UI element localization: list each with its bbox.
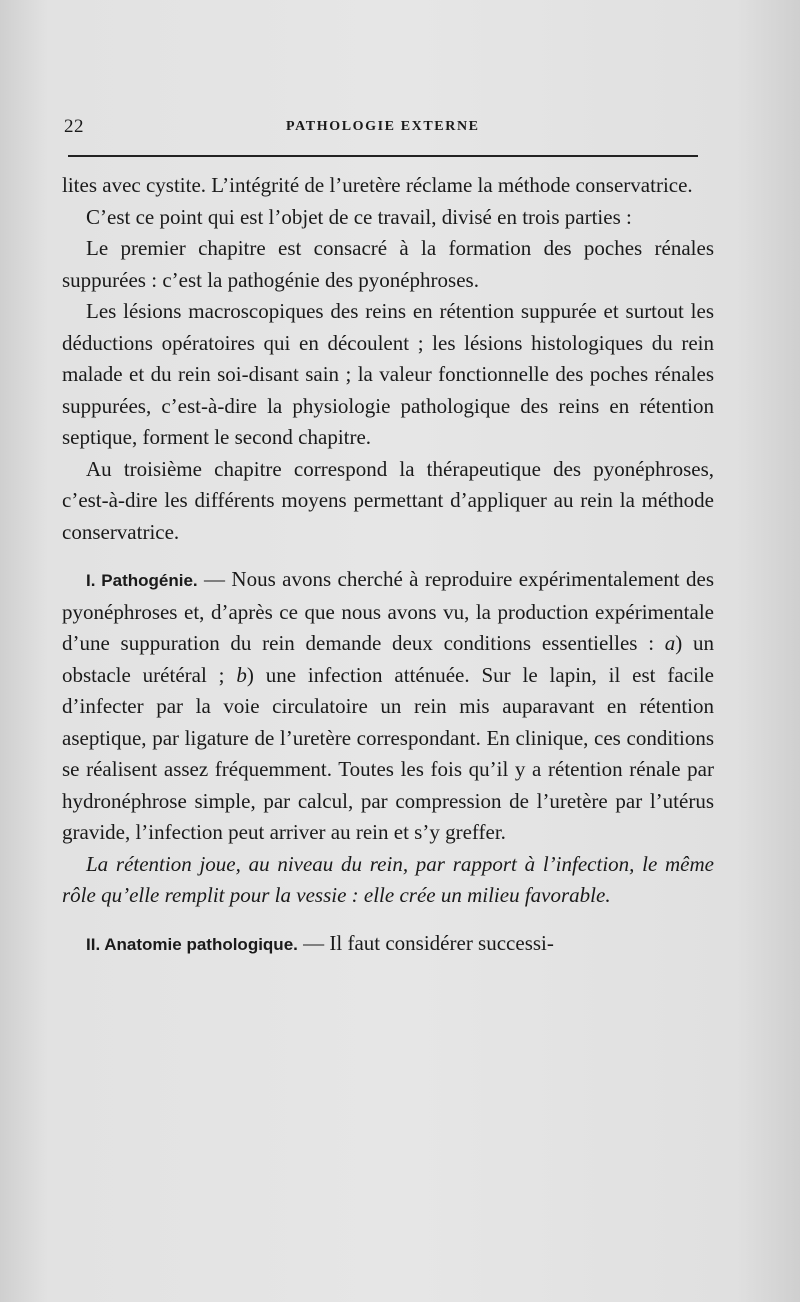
section-text: — Nous avons cherché à reproduire expérimentalement des pyonéphroses et, d’après ce que nous avons vu, la production expérimentale d’une suppuration du rein demande deux conditions essentielles : xyxy=(62,567,714,655)
section-text: ) un obstacle urétéral ; xyxy=(62,631,714,687)
italic-paragraph: La rétention joue, au niveau du rein, par rapport à l’infection, le même rôle qu’elle remplit pour la vessie : elle crée un milieu favorable. xyxy=(62,851,714,907)
body-text xyxy=(62,170,714,960)
paragraph: lites avec cystite. L’intégrité de l’uretère réclame la méthode conservatrice. xyxy=(62,173,693,197)
section-heading: I. Pathogénie. xyxy=(86,571,198,590)
page-number: 22 xyxy=(64,116,84,137)
paragraph: Au troisième chapitre correspond la thérapeutique des pyonéphroses, c’est-à-dire les différents moyens permettant d’appliquer au rein la méthode conservatrice. xyxy=(62,456,714,544)
list-marker-a: a xyxy=(664,631,676,655)
header-rule xyxy=(68,155,698,157)
page-header xyxy=(64,116,698,138)
list-marker-b: b xyxy=(236,662,247,687)
section-pathogenie xyxy=(62,564,714,849)
section-heading: II. Anatomie pathologique. xyxy=(86,934,298,954)
paragraph: C’est ce point qui est l’objet de ce travail, divisé en trois parties : xyxy=(86,204,632,229)
paragraph: Les lésions macroscopiques des reins en rétention suppurée et surtout les déductions opératoires qui en découlent ; les lésions histologiques du rein malade et du rein soi-disant sain ; la valeur fonctionnelle des poches rénales suppurées, c’est-à-dire la physiologie pathologique des reins en rétention septique, forment le second chapitre. xyxy=(62,299,714,449)
section-anatomie xyxy=(62,928,714,961)
paragraph: Le premier chapitre est consacré à la formation des poches rénales suppurées : c’est la pathogénie des pyonéphroses. xyxy=(62,236,714,292)
section-text: — Il faut considérer successi- xyxy=(297,930,554,955)
running-title: PATHOLOGIE EXTERNE xyxy=(286,119,480,134)
section-text: ) une infection atténuée. Sur le lapin, il est facile d’infecter par la voie circulatoire un rein mis auparavant en rétention aseptique, par ligature de l’uretère correspondant. En clinique, ces conditions se réalisent assez fréquemment. Toutes les fois qu’il y a rétention rénale par hydronéphrose simple, par calcul, par compression de l’uretère par l’utérus gravide, l’infection peut arriver au rein et s’y greffer. xyxy=(62,662,714,844)
